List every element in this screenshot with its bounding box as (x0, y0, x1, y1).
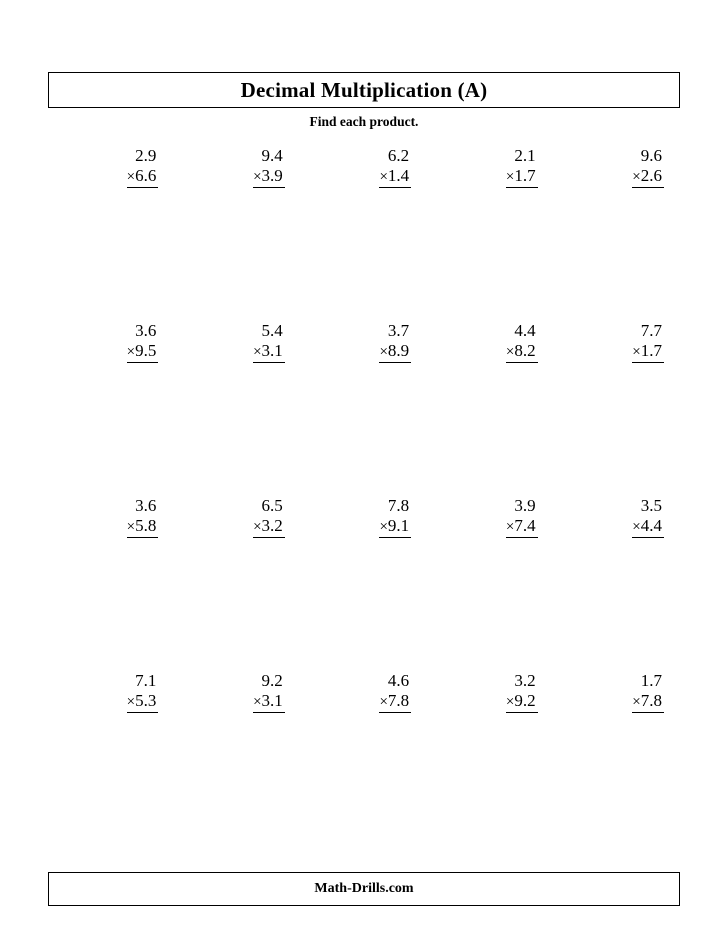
problem (632, 496, 664, 538)
multiplicand: 9.4 (261, 146, 283, 165)
multiplicand: 3.6 (135, 496, 157, 515)
problem-cell (301, 665, 427, 840)
multiplier-line (253, 516, 285, 538)
problem-cell (427, 665, 553, 840)
times-icon: × (632, 519, 641, 536)
problem (506, 496, 538, 538)
problem (127, 671, 159, 713)
problem-row (48, 490, 680, 665)
problem-cell (301, 140, 427, 315)
footer-box (48, 872, 680, 906)
problem (506, 321, 538, 363)
multiplicand: 4.4 (514, 321, 536, 340)
multiplicand: 3.5 (640, 496, 662, 515)
problem-cell (48, 140, 174, 315)
multiplicand: 4.6 (387, 671, 410, 690)
problem-row (48, 665, 680, 840)
multiplier: 3.9 (261, 166, 283, 186)
multiplier-line (632, 516, 664, 538)
problem-cell (174, 665, 300, 840)
multiplier: 9.5 (135, 341, 157, 361)
times-icon: × (253, 169, 262, 186)
problem (127, 146, 159, 188)
problem-cell (554, 140, 680, 315)
problem-row (48, 315, 680, 490)
multiplicand: 5.4 (261, 321, 283, 340)
problem-cell (301, 315, 427, 490)
multiplier-line (632, 691, 664, 713)
multiplicand: 3.9 (514, 496, 536, 515)
multiplier: 1.7 (514, 166, 536, 186)
multiplier: 9.1 (387, 516, 410, 536)
problem (632, 671, 664, 713)
multiplier-line (253, 166, 285, 188)
times-icon: × (126, 519, 136, 536)
problem (253, 321, 285, 363)
multiplicand: 3.6 (135, 321, 157, 340)
times-icon: × (632, 344, 641, 361)
times-icon: × (379, 344, 388, 361)
problem (506, 146, 538, 188)
problem-cell (48, 490, 174, 665)
problem-cell (48, 315, 174, 490)
multiplier: 1.7 (640, 341, 662, 361)
problem-cell (427, 315, 553, 490)
multiplier-line (632, 166, 664, 188)
times-icon: × (253, 344, 262, 361)
multiplier-line (506, 516, 538, 538)
multiplicand: 7.7 (640, 321, 662, 340)
multiplier: 5.8 (135, 516, 157, 536)
problem-row (48, 140, 680, 315)
times-icon: × (505, 694, 515, 711)
problem (379, 321, 411, 363)
problem-cell (48, 665, 174, 840)
multiplicand: 7.1 (135, 671, 157, 690)
multiplier-line (253, 691, 285, 713)
multiplier-line (379, 341, 411, 363)
problem (253, 146, 285, 188)
multiplier: 4.4 (640, 516, 662, 536)
multiplier: 3.1 (261, 341, 283, 361)
multiplicand: 7.8 (387, 496, 410, 515)
multiplier: 6.6 (135, 166, 157, 186)
multiplier: 9.2 (514, 691, 536, 711)
multiplicand: 3.2 (514, 671, 536, 690)
times-icon: × (126, 694, 136, 711)
problem (506, 671, 538, 713)
times-icon: × (632, 694, 641, 711)
multiplier: 1.4 (387, 166, 410, 186)
multiplier: 3.1 (261, 691, 283, 711)
title-box (48, 72, 680, 108)
multiplier-line (127, 691, 159, 713)
multiplier-line (506, 341, 538, 363)
problem (379, 496, 411, 538)
multiplier-line (127, 166, 159, 188)
multiplicand: 3.7 (387, 321, 410, 340)
times-icon: × (126, 344, 136, 361)
problem-cell (174, 315, 300, 490)
times-icon: × (505, 519, 515, 536)
multiplier-line (379, 516, 411, 538)
multiplier-line (506, 166, 538, 188)
problem (379, 671, 411, 713)
instruction-text: Find each product. (309, 114, 419, 129)
times-icon: × (632, 169, 641, 186)
multiplier: 7.4 (514, 516, 536, 536)
multiplicand: 9.6 (640, 146, 662, 165)
problem (127, 496, 159, 538)
multiplicand: 2.1 (514, 146, 536, 165)
multiplicand: 6.2 (387, 146, 410, 165)
multiplier: 7.8 (387, 691, 410, 711)
times-icon: × (379, 694, 388, 711)
times-icon: × (126, 169, 136, 186)
multiplier-line (632, 341, 664, 363)
multiplier-line (379, 166, 411, 188)
problem (253, 496, 285, 538)
multiplier: 8.2 (514, 341, 536, 361)
times-icon: × (379, 519, 388, 536)
multiplier: 8.9 (387, 341, 410, 361)
problem-cell (174, 490, 300, 665)
problem (253, 671, 285, 713)
times-icon: × (253, 519, 262, 536)
multiplicand: 2.9 (135, 146, 157, 165)
times-icon: × (505, 344, 515, 361)
multiplier: 2.6 (640, 166, 662, 186)
problem-cell (174, 140, 300, 315)
multiplicand: 1.7 (640, 671, 662, 690)
multiplier-line (253, 341, 285, 363)
times-icon: × (379, 169, 388, 186)
multiplier: 3.2 (261, 516, 283, 536)
multiplicand: 6.5 (261, 496, 283, 515)
site-credit: Math-Drills.com (314, 881, 414, 896)
times-icon: × (505, 169, 515, 186)
problems-grid (48, 140, 680, 840)
problem (632, 146, 664, 188)
multiplier-line (127, 341, 159, 363)
problem-cell (554, 665, 680, 840)
times-icon: × (253, 694, 262, 711)
page-title: Decimal Multiplication (A) (240, 77, 488, 102)
problem-cell (301, 490, 427, 665)
multiplier-line (379, 691, 411, 713)
multiplicand: 9.2 (261, 671, 283, 690)
problem-cell (427, 490, 553, 665)
problem (379, 146, 411, 188)
problem-cell (554, 490, 680, 665)
multiplier: 7.8 (640, 691, 662, 711)
problem (127, 321, 159, 363)
problem (632, 321, 664, 363)
multiplier-line (127, 516, 159, 538)
multiplier-line (506, 691, 538, 713)
problem-cell (427, 140, 553, 315)
problem-cell (554, 315, 680, 490)
multiplier: 5.3 (135, 691, 157, 711)
